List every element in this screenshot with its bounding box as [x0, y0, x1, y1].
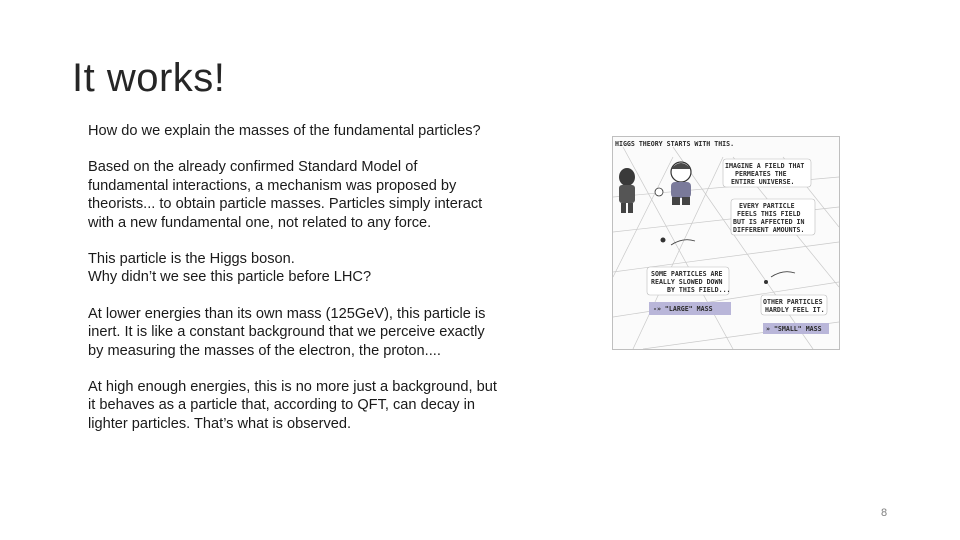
speech-bubble-field	[723, 159, 811, 187]
text-line: lighter particles. That’s what is observed.	[88, 415, 352, 432]
slide-title: It works!	[72, 56, 226, 100]
comic-drawing	[613, 137, 839, 349]
svg-text:REALLY SLOWED DOWN: REALLY SLOWED DOWN	[651, 278, 723, 286]
label-large-mass	[649, 302, 731, 315]
paragraph-question	[88, 122, 533, 140]
text-line: At lower energies than its own mass (125GeV), this particle is	[88, 305, 486, 322]
svg-text:OTHER PARTICLES: OTHER PARTICLES	[763, 298, 823, 306]
svg-text:EVERY PARTICLE: EVERY PARTICLE	[739, 202, 795, 210]
paragraph-mechanism	[88, 158, 533, 232]
svg-text:FEELS THIS FIELD: FEELS THIS FIELD	[737, 210, 801, 218]
paragraph-higgs	[88, 250, 533, 287]
text-line: Why didn’t we see this particle before LHC?	[88, 269, 372, 286]
text-line: At high enough energies, this is no more just a background, but	[88, 379, 497, 396]
svg-text:DIFFERENT AMOUNTS.: DIFFERENT AMOUNTS.	[733, 226, 805, 234]
speech-bubble-hardly-feel	[761, 295, 827, 315]
svg-text:ENTIRE UNIVERSE.: ENTIRE UNIVERSE.	[731, 178, 795, 186]
svg-text:BUT IS AFFECTED IN: BUT IS AFFECTED IN	[733, 218, 805, 226]
text-line: theorists... to obtain particle masses. Particles simply interact	[88, 196, 483, 213]
svg-text:HARDLY FEEL IT.: HARDLY FEEL IT.	[765, 306, 825, 314]
slide-body	[88, 122, 533, 451]
paragraph-high-energy	[88, 378, 533, 433]
text-line: by measuring the masses of the electron, the proton....	[88, 342, 441, 359]
svg-text:SOME PARTICLES ARE: SOME PARTICLES ARE	[651, 270, 723, 278]
paragraph-low-energy	[88, 305, 533, 360]
svg-text:IMAGINE A FIELD THAT: IMAGINE A FIELD THAT	[725, 162, 805, 170]
text-line: fundamental interactions, a mechanism was proposed by	[88, 177, 457, 194]
page-number: 8	[880, 507, 888, 519]
particle-light	[764, 280, 768, 284]
text-line: Based on the already confirmed Standard Model of	[88, 159, 418, 176]
label-small-mass	[763, 323, 829, 334]
svg-text:-» "LARGE" MASS: -» "LARGE" MASS	[653, 305, 713, 313]
svg-text:BY THIS FIELD...: BY THIS FIELD...	[667, 286, 731, 294]
svg-text:» "SMALL" MASS: » "SMALL" MASS	[766, 325, 822, 333]
speech-bubble-every-particle	[731, 199, 815, 235]
comic-header: HIGGS THEORY STARTS WITH THIS.	[615, 140, 735, 148]
svg-text:PERMEATES THE: PERMEATES THE	[735, 170, 787, 178]
text-line: with a new fundamental one, not related to any force.	[88, 214, 432, 231]
particle-heavy	[661, 238, 666, 243]
text-line: inert. It is like a constant background that we perceive exactly	[88, 324, 485, 341]
text-line: This particle is the Higgs boson.	[88, 251, 295, 268]
speech-bubble-slowed-down	[647, 267, 731, 295]
higgs-comic-image	[612, 136, 840, 350]
text-line: How do we explain the masses of the fundamental particles?	[88, 123, 481, 139]
text-line: it behaves as a particle that, according to QFT, can decay in	[88, 397, 475, 414]
